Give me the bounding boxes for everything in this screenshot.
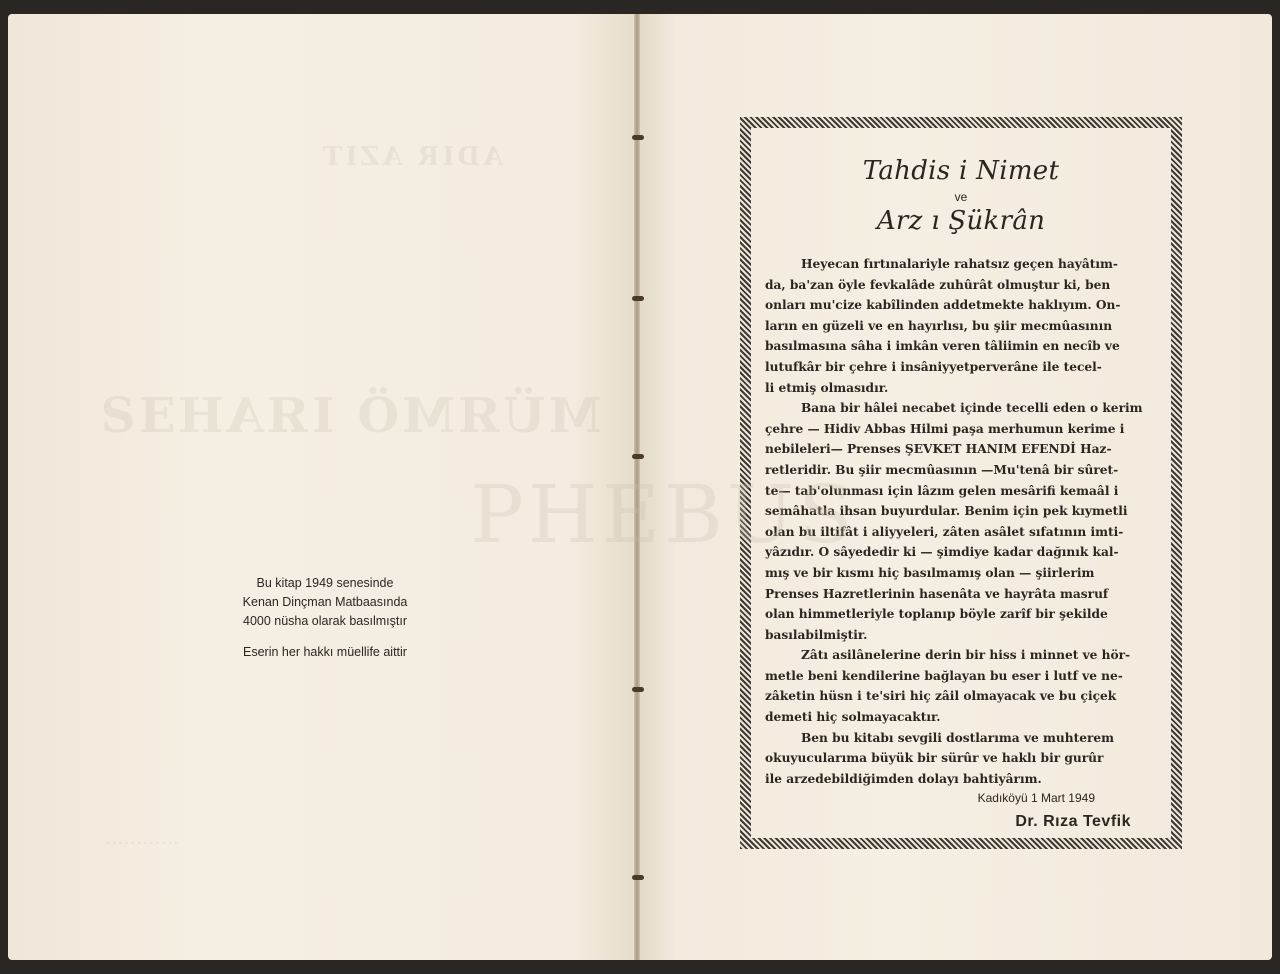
body-line: semâhatla ihsan buyurdular. Benim için pek kıymetli <box>765 504 1128 519</box>
body-line: olan himmetleriyle toplanıp böyle zarîf bir şekilde <box>765 607 1108 622</box>
body-line: olan bu iltifât i aliyyeleri, zâten asâlet sıfatının imti- <box>765 524 1124 539</box>
body-line: Ben bu kitabı sevgili dostlarıma ve muhterem <box>801 730 1115 745</box>
dedication-subtitle: Arz ı Şükrân <box>876 206 1046 236</box>
binding-stitch <box>632 687 644 692</box>
body-line: onları mu'cize kabîlinden addetmekte haklıyım. On- <box>765 298 1121 313</box>
dedication-title: Tahdis i Nimet <box>862 156 1060 186</box>
show-through-author: ADIR AZIT <box>320 142 504 172</box>
dedication-date: Kadıköyü 1 Mart 1949 <box>977 791 1095 806</box>
body-line: ile arzedebildiğimden dolayı bahtiyârım. <box>765 771 1042 786</box>
body-line: Zâtı asilânelerine derin bir hiss i minnet ve hör- <box>801 648 1131 663</box>
colophon-line: 4000 nüsha olarak basılmıştır <box>243 614 407 628</box>
body-line: nebileleri— Prenses ŞEVKET HANIM EFENDİ Haz- <box>765 442 1112 457</box>
binding-stitch <box>632 135 644 140</box>
body-line: çehre — Hidiv Abbas Hilmi paşa merhumun kerime i <box>765 421 1125 436</box>
author-signature: Dr. Rıza Tevfik <box>1015 813 1131 831</box>
body-line: yâzıdır. O sâyededir ki — şimdiye kadar dağınık kal- <box>765 545 1119 560</box>
body-line: mış ve bir kısmı hiç basılmamış olan — şiirlerim <box>765 565 1095 580</box>
colophon-line: Kenan Dinçman Matbaasında <box>242 595 408 609</box>
title-conjunction: ve <box>954 190 968 204</box>
dedication-body <box>765 254 1157 789</box>
binding-stitch <box>632 296 644 301</box>
body-line: da, ba'zan öyle fevkalâde zuhûrât olmuştur ki, ben <box>765 277 1111 292</box>
dedication-text-block <box>765 142 1157 831</box>
binding-stitch <box>632 454 644 459</box>
book-gutter <box>634 14 640 960</box>
body-line: li etmiş olmasıdır. <box>765 380 889 395</box>
body-line: zâketin hüsn i te'siri hiç zâil olmayacak ve bu çiçek <box>765 689 1117 704</box>
body-line: retleridir. Bu şiir mecmûasının —Mu'tenâ bir sûret- <box>765 462 1119 477</box>
body-line: te— tab'olunması için lâzım gelen mesârifi kemaâl i <box>765 483 1119 498</box>
body-line: basılabilmiştir. <box>765 627 868 642</box>
body-line: Prenses Hazretlerinin hasenâta ve hayrâta masruf <box>765 586 1109 601</box>
show-through-title: MÜЯMÖ IЯAHƎƧ <box>98 388 602 444</box>
colophon <box>200 574 450 662</box>
body-line: ların en güzeli ve en hayırlısı, bu şiir mecmûasının <box>765 318 1113 333</box>
body-line: Heyecan fırtınalariyle rahatsız geçen hayâtım- <box>801 257 1118 271</box>
binding-stitch <box>632 875 644 880</box>
colophon-line: Bu kitap 1949 senesinde <box>256 576 394 590</box>
body-line: okuyucularıma büyük bir sürûr ve haklı bir gurûr <box>765 751 1104 766</box>
body-line: demeti hiç solmayacaktır. <box>765 710 941 725</box>
body-line: Bana bir hâlei necabet içinde tecelli eden o kerim <box>801 401 1143 416</box>
body-line: metle beni kendilerine bağlayan bu eser i lutf ve ne- <box>765 668 1123 683</box>
show-through-footer: ············ <box>104 836 179 850</box>
copyright-notice: Eserin her hakkı müellife aittir <box>243 645 407 659</box>
body-line: basılmasına sâha i imkân veren tâliimin en necîb ve <box>765 339 1120 354</box>
watermark: PHEBUS <box>470 468 858 561</box>
body-line: lutufkâr bir çehre i insâniyyetperverâne ile tecel- <box>765 359 1102 374</box>
